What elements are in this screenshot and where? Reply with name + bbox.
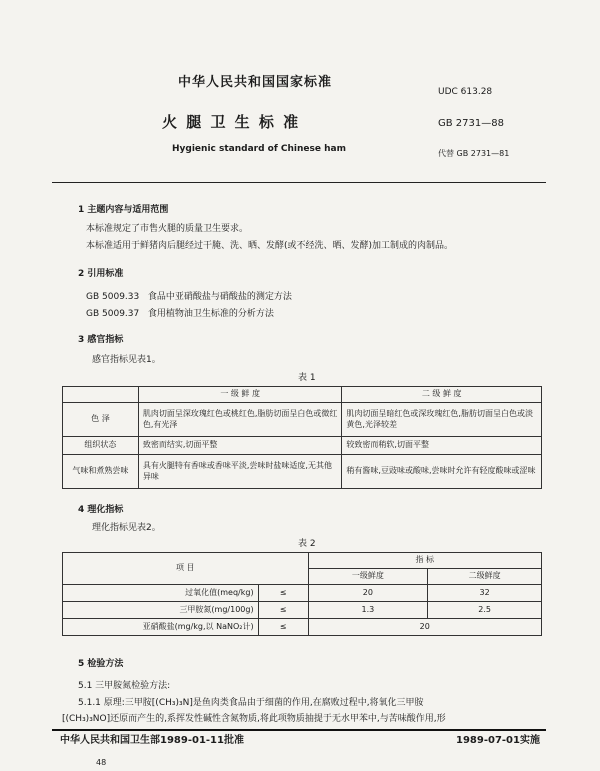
org-title: 中华人民共和国国家标准 (178, 75, 333, 90)
table-row (63, 437, 542, 455)
table-2-op: ≤ (258, 602, 308, 619)
section-4-intro: 理化指标见表2。 (92, 523, 161, 533)
udc-code: UDC 613.28 (438, 87, 493, 97)
table-1-row-label: 气味和煮熟尝味 (63, 455, 139, 489)
approval-line: 中华人民共和国卫生部1989-01-11批准 (60, 735, 244, 746)
section-4-heading: 4 理化指标 (78, 505, 124, 515)
table-2-op: ≤ (258, 619, 308, 636)
table-row (63, 585, 542, 602)
table-1-cell: 稍有酱味,豆豉味或酸味,尝味时允许有轻度酸味或涩味 (342, 455, 542, 489)
table-row (63, 619, 542, 636)
table-2-item: 亚硝酸盐(mg/kg,以 NaNO₂计) (63, 619, 259, 636)
table-1-row-label: 色 泽 (63, 403, 139, 437)
table-2-value: 2.5 (428, 602, 542, 619)
ref-code: GB 5009.33 (86, 292, 140, 302)
section-1-para-1: 本标准规定了市售火腿的质量卫生要求。 (86, 224, 249, 234)
table-row (63, 455, 542, 489)
page-number: 48 (96, 758, 107, 767)
table-2-header-grade1: 一级鲜度 (308, 569, 428, 585)
table-1-cell: 肌肉切面呈深玫瑰红色或桃红色,脂肪切面呈白色或微红色,有光泽 (138, 403, 342, 437)
table-2-value: 32 (428, 585, 542, 602)
section-1-para-2: 本标准适用于鲜猪肉后腿经过干腌、洗、晒、发酵(或不经洗、晒、发酵)加工制成的肉制品。 (86, 241, 454, 251)
ref-title: 食品中亚硝酸盐与硝酸盐的测定方法 (147, 292, 292, 302)
table-2-value: 20 (308, 585, 428, 602)
gb-code: GB 2731—88 (438, 118, 504, 129)
section-1-heading: 1 主题内容与适用范围 (78, 205, 169, 215)
section-3-intro: 感官指标见表1。 (92, 355, 161, 365)
table-1-cell: 致密而结实,切面平整 (138, 437, 342, 455)
table-row (63, 403, 542, 437)
ref-code: GB 5009.37 (86, 309, 140, 319)
table-2-op: ≤ (258, 585, 308, 602)
table-1-cell: 肌肉切面呈暗红色或深玫瑰红色,脂肪切面呈白色或淡黄色,光泽较差 (342, 403, 542, 437)
table-2-value: 1.3 (308, 602, 428, 619)
table-1-corner (63, 387, 139, 403)
table-1 (62, 386, 542, 489)
section-3-heading: 3 感官指标 (78, 335, 124, 345)
section-5-para-1: 5.1.1 原理:三甲胺[(CH₃)₃N]是鱼肉类食品由于细菌的作用,在腐败过程中,将氧化三甲胺 (78, 698, 424, 708)
table-2-item: 三甲胺氮(mg/100g) (63, 602, 259, 619)
ref-item (86, 308, 274, 320)
table-1-cell: 具有火腿特有香味或香味平淡,尝味时盐味适度,无其他异味 (138, 455, 342, 489)
english-title: Hygienic standard of Chinese ham (172, 144, 346, 154)
table-2-header-item: 项 目 (63, 553, 309, 585)
table-2-header-index: 指 标 (308, 553, 542, 569)
section-5-heading: 5 检验方法 (78, 659, 124, 669)
section-5-sub: 5.1 三甲胺氮检验方法: (78, 681, 171, 691)
table-2 (62, 552, 542, 636)
table-1-cell: 较致密而稍软,切面平整 (342, 437, 542, 455)
ref-item (86, 291, 292, 303)
footer-rule (52, 729, 546, 731)
table-row (63, 602, 542, 619)
table-1-header-grade2: 二 级 鲜 度 (342, 387, 542, 403)
table-2-header-grade2: 二级鲜度 (428, 569, 542, 585)
table-2-caption: 表 2 (298, 539, 316, 549)
table-1-row-label: 组织状态 (63, 437, 139, 455)
section-5-para-2: [(CH₃)₃NO]还原而产生的,系挥发性碱性含氮物质,将此项物质抽提于无水甲苯中,与苦味酸作用,形 (62, 714, 446, 724)
effective-date: 1989-07-01实施 (456, 735, 540, 746)
section-2-heading: 2 引用标准 (78, 269, 124, 279)
table-1-header-grade1: 一 级 鲜 度 (138, 387, 342, 403)
table-2-item: 过氧化值(meq/kg) (63, 585, 259, 602)
replaces-code: 代替 GB 2731—81 (438, 149, 510, 158)
ref-title: 食用植物油卫生标准的分析方法 (147, 309, 274, 319)
table-2-value-merged: 20 (308, 619, 542, 636)
header-rule (52, 182, 546, 183)
table-1-caption: 表 1 (298, 373, 316, 383)
page-title: 火 腿 卫 生 标 准 (162, 113, 301, 131)
